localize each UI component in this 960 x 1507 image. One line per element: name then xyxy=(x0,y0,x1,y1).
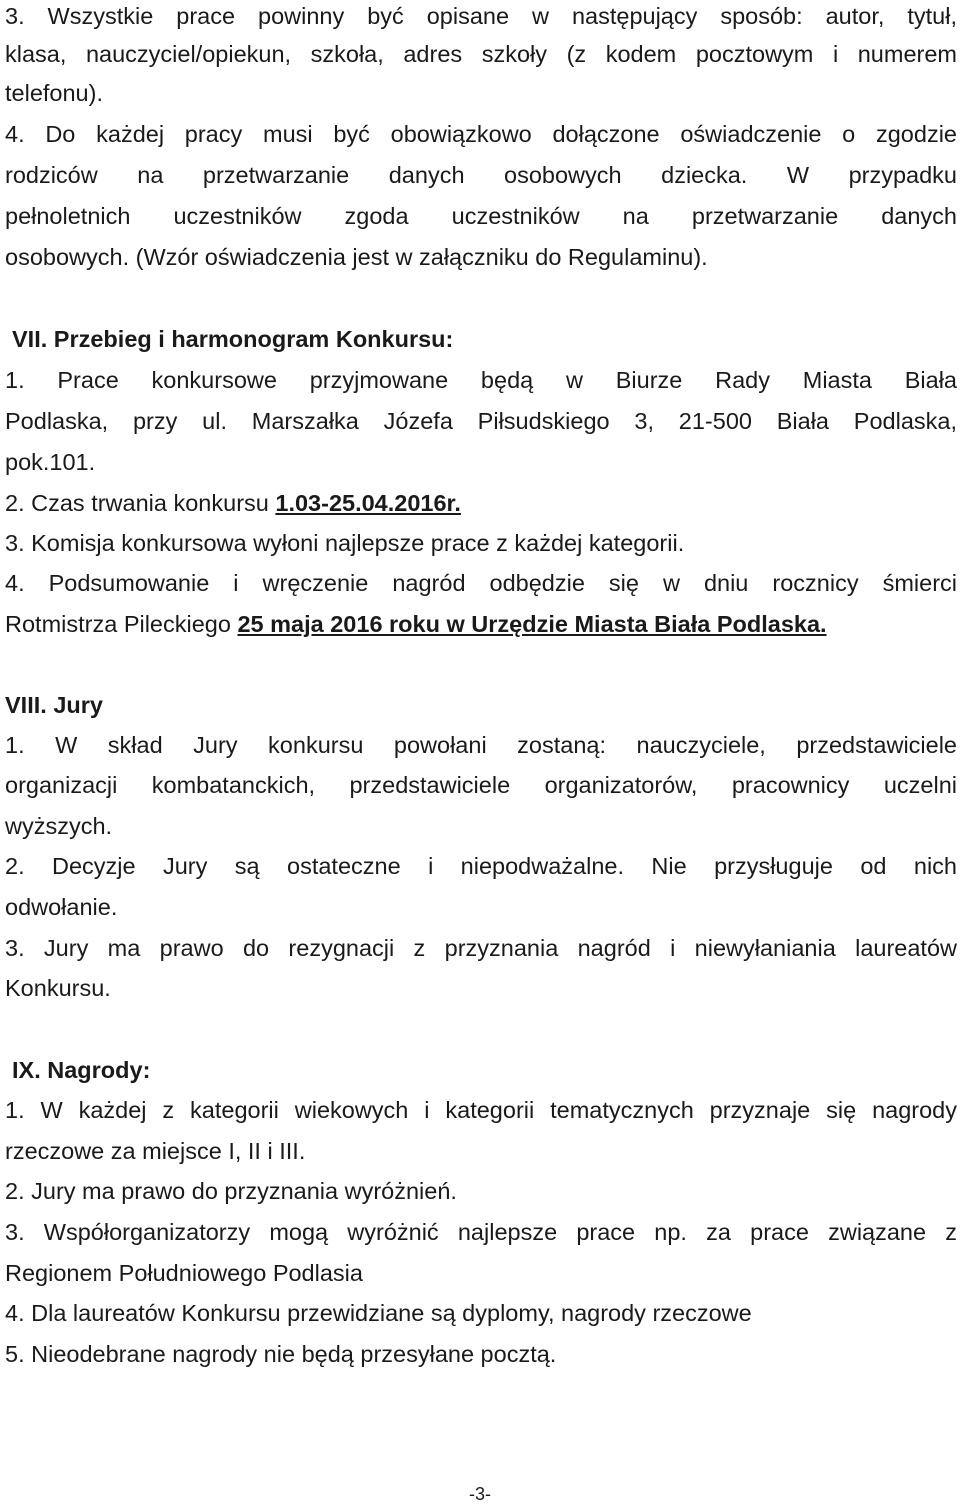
s7-item4-line2-emph: 25 maja 2016 roku w Urzędzie Miasta Biała Podlaska. xyxy=(237,611,827,637)
s6-item3-line1: 3. Wszystkie prace powinny być opisane w następujący sposób: autor, tytuł, xyxy=(5,3,957,29)
s6-item4-line1: 4. Do każdej pracy musi być obowiązkowo dołączone oświadczenie o zgodzie xyxy=(5,121,957,147)
s8-item3-line1: 3. Jury ma prawo do rezygnacji z przyznania nagród i niewyłaniania laureatów xyxy=(5,935,957,961)
s6-item4-line4: osobowych. (Wzór oświadczenia jest w załączniku do Regulaminu). xyxy=(5,244,708,270)
s9-item4: 4. Dla laureatów Konkursu przewidziane są dyplomy, nagrody rzeczowe xyxy=(5,1300,752,1326)
s9-item2: 2. Jury ma prawo do przyznania wyróżnień. xyxy=(5,1178,457,1204)
s7-item4-line2 xyxy=(5,608,957,640)
s6-item4-line3: pełnoletnich uczestników zgoda uczestników na przetwarzanie danych xyxy=(5,203,957,229)
section-heading-ix: IX. Nagrody: xyxy=(12,1057,151,1083)
s7-item3: 3. Komisja konkursowa wyłoni najlepsze prace z każdej kategorii. xyxy=(5,530,685,556)
s9-item1-line1: 1. W każdej z kategorii wiekowych i kategorii tematycznych przyznaje się nagrody xyxy=(5,1097,957,1123)
s7-item2 xyxy=(5,487,957,519)
s8-item1-line2: organizacji kombatanckich, przedstawiciele organizatorów, pracownicy uczelni xyxy=(5,772,957,798)
s7-item2-prefix: 2. Czas trwania konkursu xyxy=(5,490,276,516)
s9-item3-line1: 3. Współorganizatorzy mogą wyróżnić najlepsze prace np. za prace związane z xyxy=(5,1219,957,1245)
s9-item3-line2: Regionem Południowego Podlasia xyxy=(5,1260,363,1286)
s7-item4-line1: 4. Podsumowanie i wręczenie nagród odbędzie się w dniu rocznicy śmierci xyxy=(5,570,957,596)
s7-item1-line2: Podlaska, przy ul. Marszałka Józefa Piłsudskiego 3, 21-500 Biała Podlaska, xyxy=(5,408,957,434)
s9-item5: 5. Nieodebrane nagrody nie będą przesyłane pocztą. xyxy=(5,1341,557,1367)
s9-item1-line2: rzeczowe za miejsce I, II i III. xyxy=(5,1138,306,1164)
s7-item2-dates: 1.03-25.04.2016r. xyxy=(275,490,461,516)
s6-item4-line2: rodziców na przetwarzanie danych osobowych dziecka. W przypadku xyxy=(5,162,957,188)
s8-item3-line2: Konkursu. xyxy=(5,975,111,1001)
s6-item3-line3: telefonu). xyxy=(5,80,103,106)
s8-item1-line3: wyższych. xyxy=(5,813,113,839)
s7-item1-line1: 1. Prace konkursowe przyjmowane będą w Biurze Rady Miasta Biała xyxy=(5,367,957,393)
s8-item2-line2: odwołanie. xyxy=(5,894,118,920)
s7-item1-line3: pok.101. xyxy=(5,449,96,475)
section-heading-viii: VIII. Jury xyxy=(5,692,103,718)
s7-item4-line2-prefix: Rotmistrza Pileckiego xyxy=(5,611,238,637)
s8-item1-line1: 1. W skład Jury konkursu powołani zostaną: nauczyciele, przedstawiciele xyxy=(5,732,957,758)
section-heading-vii: VII. Przebieg i harmonogram Konkursu: xyxy=(12,326,454,352)
s8-item2-line1: 2. Decyzje Jury są ostateczne i niepodważalne. Nie przysługuje od nich xyxy=(5,853,957,879)
page-number: -3- xyxy=(469,1484,491,1504)
s6-item3-line2: klasa, nauczyciel/opiekun, szkoła, adres szkoły (z kodem pocztowym i numerem xyxy=(5,41,957,67)
